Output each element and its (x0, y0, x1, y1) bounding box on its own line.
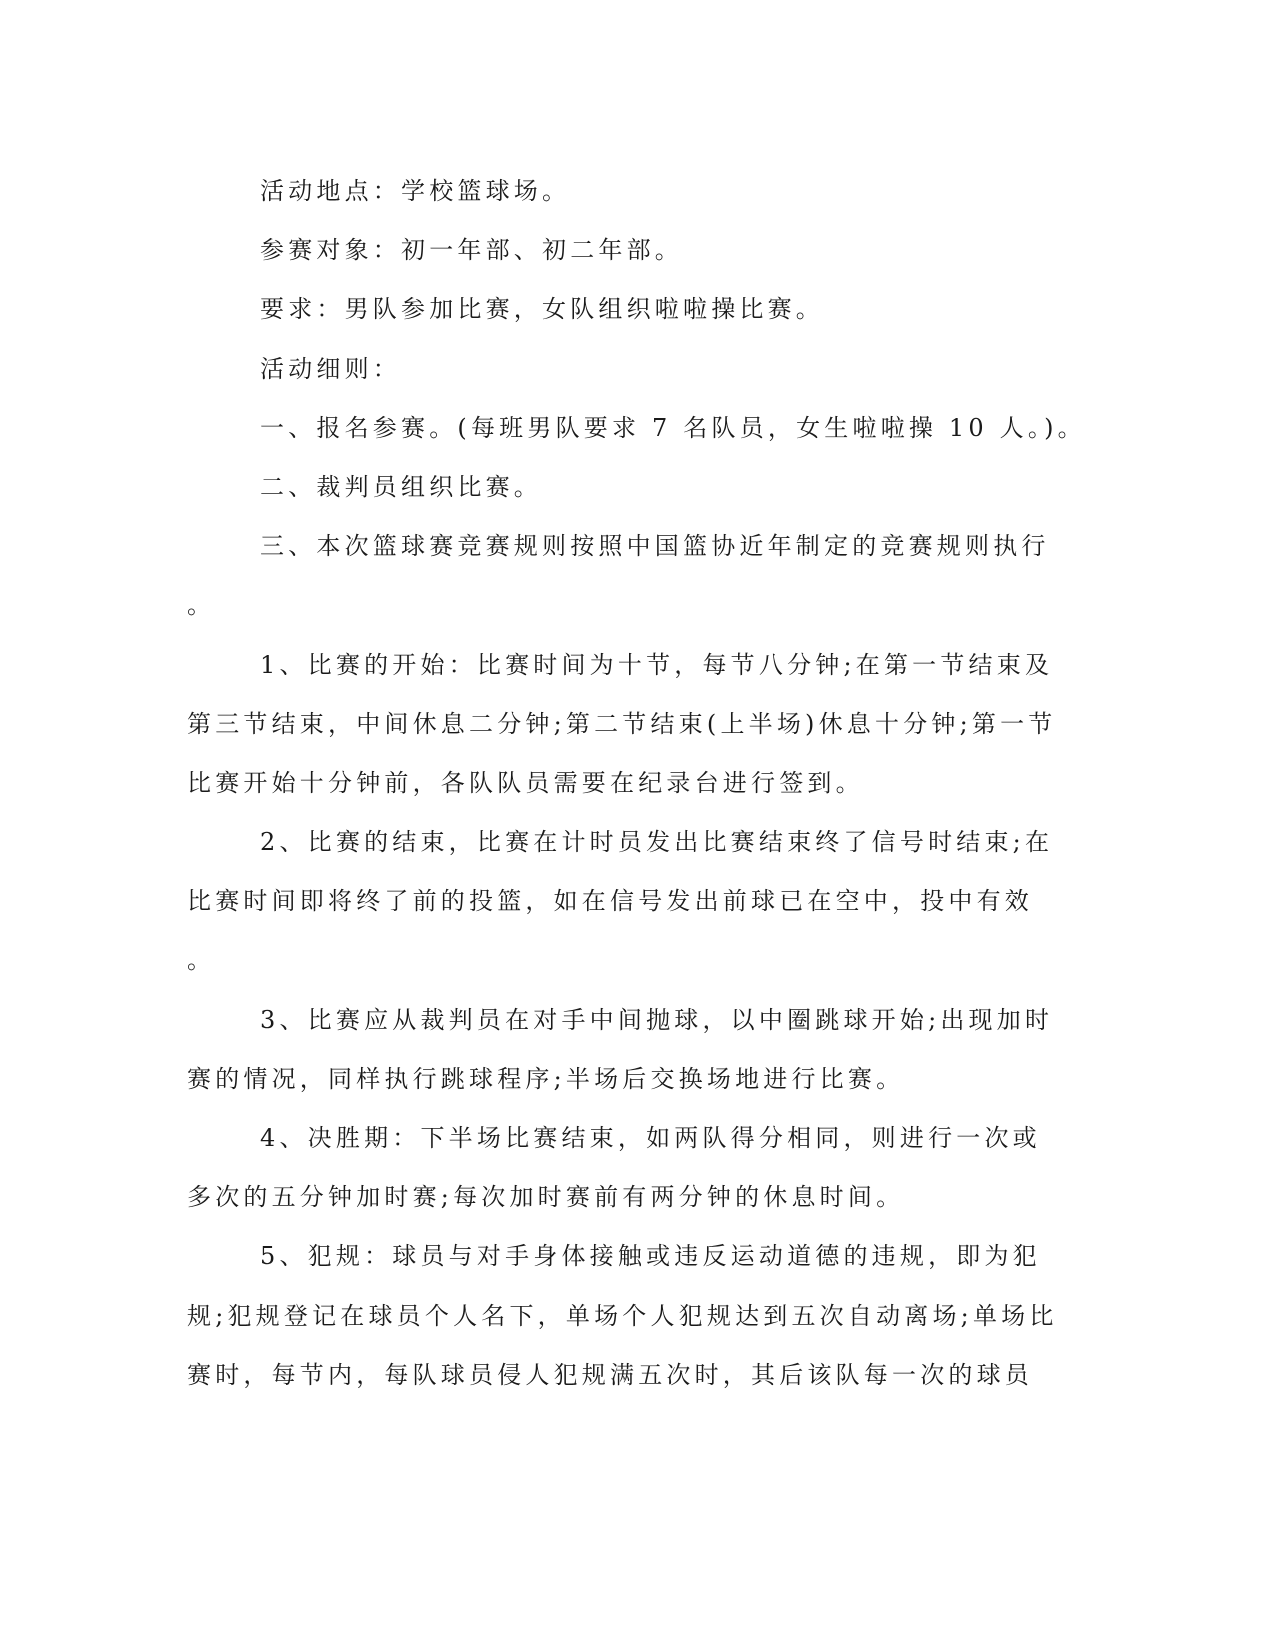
paragraph-line: 活动地点：学校篮球场。 (260, 177, 571, 205)
paragraph-line: 赛的情况，同样执行跳球程序;半场后交换场地进行比赛。 (187, 1064, 905, 1093)
paragraph-line: 规;犯规登记在球员个人名下，单场个人犯规达到五次自动离场;单场比 (187, 1301, 1058, 1330)
paragraph-line: 多次的五分钟加时赛;每次加时赛前有两分钟的休息时间。 (187, 1183, 905, 1212)
paragraph-line: 参赛对象：初一年部、初二年部。 (260, 236, 683, 265)
paragraph-line: 2、比赛的结束，比赛在计时员发出比赛结束终了信号时结束;在 (260, 828, 1054, 857)
paragraph-line: 一、报名参赛。(每班男队要求 7 名队员，女生啦啦操 10 人。)。 (260, 413, 1086, 442)
paragraph-line: 第三节结束，中间休息二分钟;第二节结束(上半场)休息十分钟;第一节 (187, 709, 1057, 738)
paragraph-line: 赛时，每节内，每队球员侵人犯规满五次时，其后该队每一次的球员 (187, 1360, 1033, 1389)
paragraph-line: 比赛时间即将终了前的投篮，如在信号发出前球已在空中，投中有效 (187, 887, 1033, 916)
body-text (187, 162, 1086, 1405)
paragraph-line: 3、比赛应从裁判员在对手中间抛球，以中圈跳球开始;出现加时 (260, 1005, 1054, 1034)
paragraph-line: 5、犯规：球员与对手身体接触或违反运动道德的违规，即为犯 (260, 1242, 1041, 1271)
paragraph-line: 活动细则： (260, 354, 401, 383)
paragraph-line: 三、本次篮球赛竞赛规则按照中国篮协近年制定的竞赛规则执行 (260, 532, 1050, 561)
paragraph-line: 。 (187, 591, 216, 620)
paragraph-line: 二、裁判员组织比赛。 (260, 472, 542, 501)
paragraph-line: 1、比赛的开始：比赛时间为十节，每节八分钟;在第一节结束及 (260, 650, 1054, 679)
paragraph-line: 要求：男队参加比赛，女队组织啦啦操比赛。 (260, 295, 824, 324)
paragraph-line: 4、决胜期：下半场比赛结束，如两队得分相同，则进行一次或 (260, 1124, 1041, 1152)
paragraph-line: 比赛开始十分钟前，各队队员需要在纪录台进行签到。 (187, 768, 864, 797)
paragraph-line: 。 (187, 946, 216, 975)
